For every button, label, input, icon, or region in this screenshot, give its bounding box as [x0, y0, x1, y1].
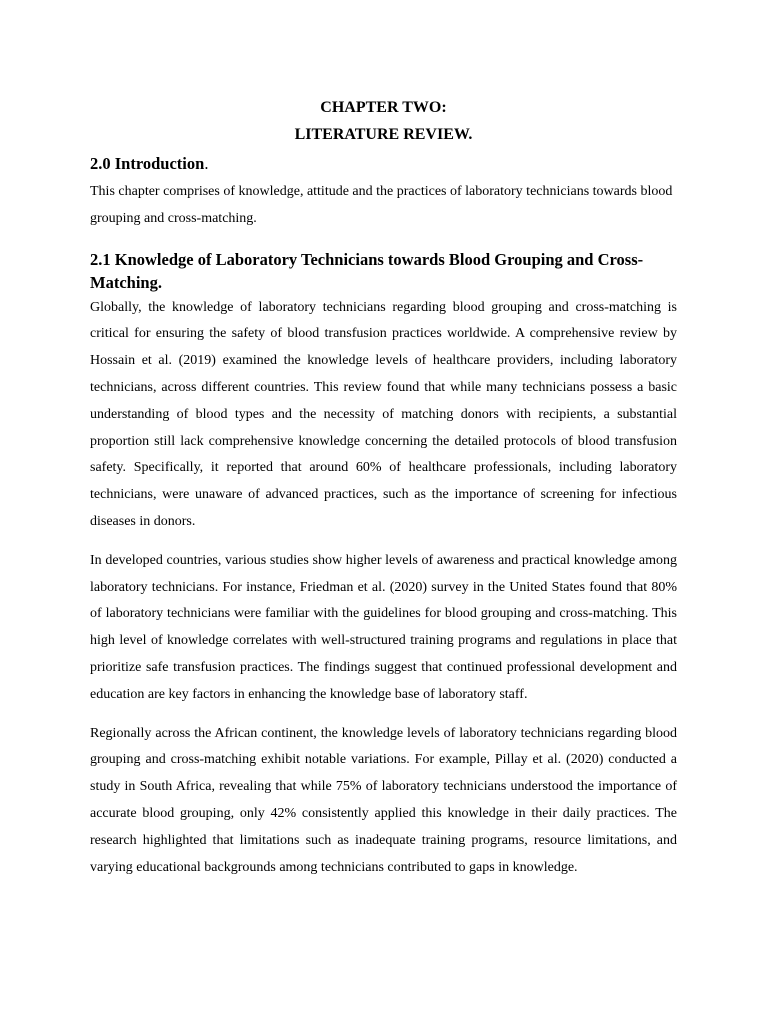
paragraph-developed-countries: In developed countries, various studies show higher levels of awareness and practical knowledge among laboratory technicians. For instance, Friedman et al. (2020) survey in the United States found that 80% of laboratory technicians were familiar with the guidelines for blood grouping and cross-matching. This high level of knowledge correlates with well-structured training programs and regulations in place that prioritize safe transfusion practices. The findings suggest that continued professional development and education are key factors in enhancing the knowledge base of laboratory staff. [90, 552, 677, 702]
page-content [90, 94, 677, 881]
paragraph-african-continent: Regionally across the African continent, the knowledge levels of laboratory technicians regarding blood grouping and cross-matching exhibit notable variations. For example, Pillay et al. (2020) conducted a study in South Africa, revealing that while 75% of laboratory technicians understood the importance of accurate blood grouping, only 42% consistently applied this knowledge in their daily practices. The research highlighted that limitations such as inadequate training programs, resource limitations, and varying educational backgrounds among technicians contributed to gaps in knowledge. [90, 725, 677, 875]
chapter-number: CHAPTER TWO: [320, 99, 447, 116]
section-2-1-heading: 2.1 Knowledge of Laboratory Technicians towards Blood Grouping and Cross-Matching. [90, 249, 644, 292]
intro-heading [90, 153, 677, 175]
paragraph-global: Globally, the knowledge of laboratory technicians regarding blood grouping and cross-matching is critical for ensuring the safety of blood transfusion practices worldwide. A comprehensive review by Hossain et al. (2019) examined the knowledge levels of healthcare providers, including laboratory technicians, across different countries. This review found that while many technicians possess a basic understanding of blood types and the necessity of matching donors with recipients, a substantial proportion still lack comprehensive knowledge concerning the detailed protocols of blood transfusion safety. Specifically, it reported that around 60% of healthcare professionals, including laboratory technicians, were unaware of advanced practices, such as the importance of screening for infectious diseases in donors. [90, 299, 677, 529]
intro-paragraph: This chapter comprises of knowledge, attitude and the practices of laboratory technicians towards blood grouping and cross-matching. [90, 184, 673, 226]
intro-heading-period: . [204, 154, 209, 173]
intro-heading-text: 2.0 Introduction [90, 154, 205, 173]
chapter-title: LITERATURE REVIEW. [294, 126, 473, 143]
